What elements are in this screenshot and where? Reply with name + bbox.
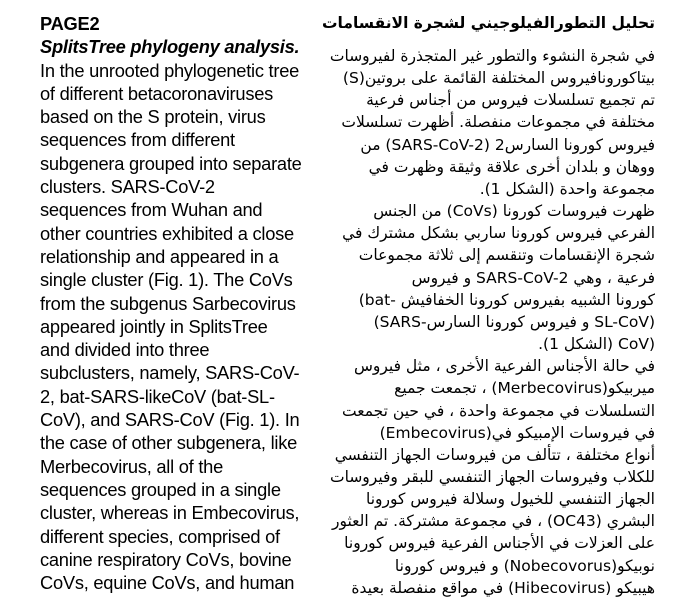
text-line: كورونا الشبيه بفيروس كورونا الخفافيش ‎(bat-‎ bbox=[358, 290, 655, 309]
text-line: في فيروسات الإمبيكو في(Embecovirus) bbox=[379, 423, 655, 442]
text-line: الجهاز التنفسي للخيول وسلالة فيروس كورونا bbox=[366, 490, 655, 509]
text-line: of different betacoronaviruses bbox=[40, 82, 274, 104]
text-line: from the subgenus Sarbecovirus bbox=[40, 292, 296, 314]
text-line: and divided into three bbox=[40, 339, 210, 361]
text-line: هيبيكو (Hibecovirus) في مواقع منفصلة بعيدة bbox=[351, 578, 655, 597]
text-line: 2, bat-SARS-likeCoV (bat-SL- bbox=[40, 385, 275, 407]
text-line: sequences grouped in a single bbox=[40, 478, 281, 500]
arabic-section-heading: تحليل التطورالفيلوجيني لشجرة الانقسامات bbox=[321, 14, 655, 32]
text-line: تم تجميع تسلسلات فيروس من أجناس فرعية bbox=[366, 91, 655, 110]
text-line: البشري (OC43) ، في مجموعة مشتركة. تم العثور bbox=[331, 512, 655, 531]
text-line: فرعية ، وهي SARS-CoV-2 و فيروس bbox=[411, 268, 655, 287]
text-line: فيروس كورونا السارس2 (SARS-CoV-2) من bbox=[360, 135, 655, 154]
text-line: other countries exhibited a close bbox=[40, 222, 294, 244]
text-line: ميربيكو(Merbecovirus) ، تجمعت جميع bbox=[394, 379, 655, 398]
text-line: في شجرة النشوء والتطور غير المتجذرة لفيروسات bbox=[329, 47, 655, 65]
text-line: مجموعة واحدة (الشكل 1). bbox=[479, 179, 655, 198]
text-line: CoVs, equine CoVs, and human bbox=[40, 572, 295, 594]
text-line: ووهان و بلدان أخرى علاقة وثيقة وظهرت في bbox=[368, 157, 655, 176]
text-line: subgenera grouped into separate bbox=[40, 152, 302, 174]
text-line: appeared jointly in SplitsTree bbox=[40, 315, 268, 337]
text-line: relationship and appeared in a bbox=[40, 245, 279, 267]
text-line: based on the S protein, virus bbox=[40, 106, 266, 128]
text-line: التسلسلات في مجموعة واحدة ، في حين تجمعت bbox=[342, 401, 655, 420]
text-line: ظهرت فيروسات كورونا (CoVs) من الجنس bbox=[373, 202, 655, 221]
text-line: the case of other subgenera, like bbox=[40, 432, 297, 454]
text-line: CoV), and SARS-CoV (Fig. 1). In bbox=[40, 409, 300, 431]
text-line: ‎SL-CoV)‎ و فيروس كورونا السارس‎(SARS-‎ bbox=[373, 312, 655, 331]
text-line: نوبيكو(Nobecovorus) و فيروس كورونا bbox=[394, 556, 655, 575]
text-line: أنواع مختلفة ، تتألف من فيروسات الجهاز التنفسي bbox=[334, 445, 655, 464]
english-paragraph bbox=[40, 59, 342, 595]
text-line: subclusters, namely, SARS-CoV- bbox=[40, 362, 300, 384]
text-line: sequences from Wuhan and bbox=[40, 199, 263, 221]
english-column bbox=[40, 12, 342, 594]
text-line: على العزلات في الأجناس الفرعية فيروس كورونا bbox=[344, 534, 655, 553]
english-section-heading: SplitsTree phylogeny analysis. bbox=[40, 36, 300, 58]
text-line: Merbecovirus, all of the bbox=[40, 455, 223, 477]
text-line: شجرة الإنقسامات وتنقسم إلى ثلاثة مجموعات bbox=[358, 246, 655, 265]
text-line: الفرعي فيروس كورونا ساربي بشكل مشترك في bbox=[342, 224, 655, 243]
text-line: cluster, whereas in Embecovirus, bbox=[40, 502, 300, 524]
text-line: clusters. SARS-CoV-2 bbox=[40, 176, 215, 198]
text-line: In the unrooted phylogenetic tree bbox=[40, 59, 300, 81]
text-line: canine respiratory CoVs, bovine bbox=[40, 548, 292, 570]
arabic-paragraph bbox=[329, 45, 655, 599]
text-line: single cluster (Fig. 1). The CoVs bbox=[40, 269, 293, 291]
text-line: مختلفة في مجموعات منفصلة. أظهرت تسلسلات bbox=[341, 113, 655, 132]
text-line: للكلاب وفيروسات الجهاز التنفسي للبقر وفيروسات bbox=[330, 467, 655, 486]
page-label: PAGE2 bbox=[40, 13, 100, 34]
text-line: ‎CoV)‎ (الشكل 1). bbox=[538, 335, 655, 354]
text-line: different species, comprised of bbox=[40, 525, 280, 547]
text-line: في حالة الأجناس الفرعية الأخرى ، مثل فيروس bbox=[353, 357, 655, 376]
text-line: sequences from different bbox=[40, 129, 235, 151]
text-line: بيتاكورونافيروس المختلفة القائمة على بروتين(S) bbox=[342, 69, 655, 88]
arabic-column bbox=[321, 12, 655, 599]
